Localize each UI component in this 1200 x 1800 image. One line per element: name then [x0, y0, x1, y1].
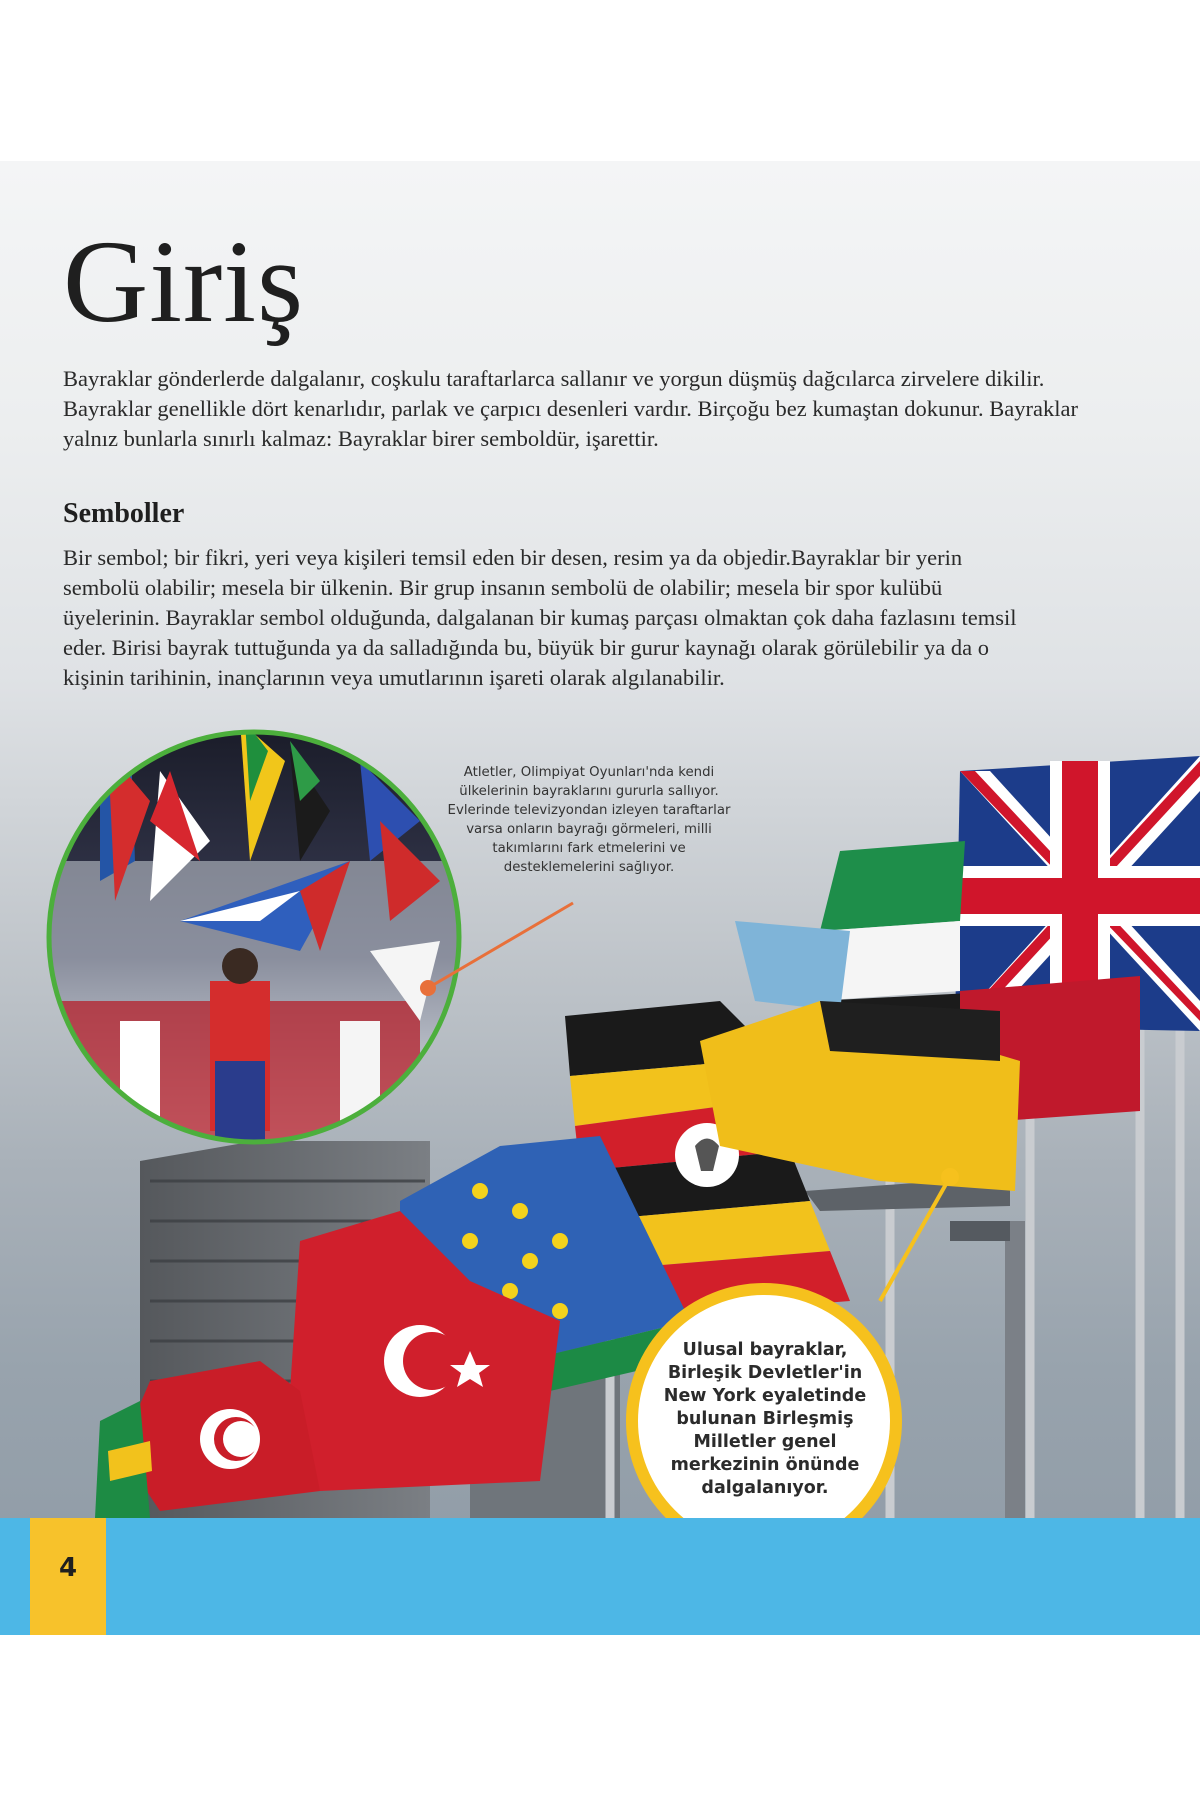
footer-bar: [0, 1518, 1200, 1635]
page-number: 4: [58, 1553, 78, 1583]
olympics-photo: [40, 721, 470, 1161]
section-paragraph: Bir sembol; bir fikri, yeri veya kişileri temsil eden bir desen, resim ya da objedir.Bayraklar bir yerin sembolü olabilir; mesela bir ülkenin. Bir grup insanın sembolü de olabilir; mesela bir spor kulübü üyelerinin. Bayraklar sembol olduğunda, dalgalanan bir kumaş parçası olmaktan çok daha fazlasını temsil eder. Birisi bayrak tuttuğunda ya da salladığında bu, büyük bir gurur kaynağı olarak görülebilir ya da o kişinin tarihinin, inançlarının veya umutlarının işareti olarak algılanabilir.: [63, 545, 1017, 690]
page-title: Giriş: [63, 216, 304, 347]
olympics-caption: Atletler, Olimpiyat Oyunları'nda kendi ülkelerinin bayraklarını gururla sallıyor. Evlerinde televizyondan izleyen taraftarlar varsa onların bayrağı görmeleri, milli takımlarını fark etmelerini ve desteklemelerini sağlıyor.: [447, 765, 731, 875]
un-caption: Ulusal bayraklar, Birleşik Devletler'in New York eyaletinde bulunan Birleşmiş Milletler genel merkezinin önünde dalgalanıyor.: [663, 1340, 867, 1498]
flag-light-blue: [735, 921, 850, 1011]
section-heading: Semboller: [63, 498, 185, 529]
flag-tunisia: [120, 1361, 320, 1511]
intro-paragraph: Bayraklar gönderlerde dalgalanır, coşkulu taraftarlarca sallanır ve yorgun düşmüş dağcılarca zirvelere dikilir. Bayraklar genellikle dört kenarlıdır, parlak ve çarpıcı desenleri vardır. Birçoğu bez kumaştan dokunur. Bayraklar yalnız bunlarla sınırlı kalmaz: Bayraklar birer semboldür, işarettir.: [63, 366, 1078, 451]
book-page: [0, 161, 1200, 1635]
